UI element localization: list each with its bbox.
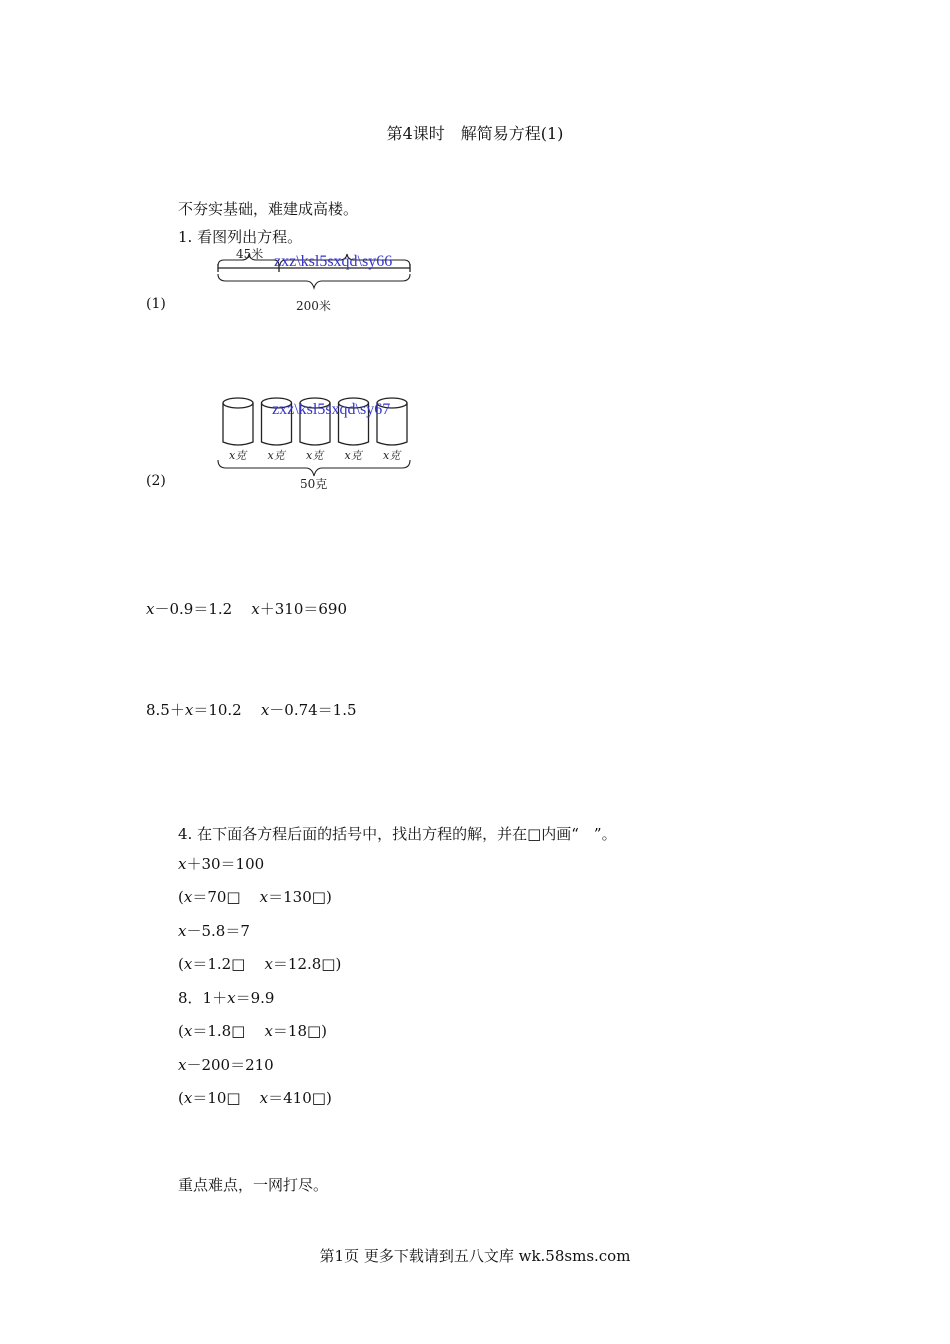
section-outro: 重点难点，一网打尽。 xyxy=(178,1176,329,1194)
q4-equation: x＋30＝100 xyxy=(178,855,265,873)
q4-options: (x＝70□ x＝130□) xyxy=(178,888,332,906)
brace-total-weight xyxy=(218,460,410,476)
cup xyxy=(223,398,253,462)
figure-2-cups-diagram xyxy=(212,390,422,494)
option-1[interactable]: ＝70□ xyxy=(192,888,241,906)
option-2[interactable]: ＝130□ xyxy=(268,888,326,906)
cup-weight-label: x克 xyxy=(306,449,324,462)
equation: x－0.74＝1.5 xyxy=(260,701,357,719)
option-2[interactable]: ＝18□ xyxy=(272,1022,322,1040)
figure-2-label: (2) xyxy=(146,473,166,489)
option-1[interactable]: ＝10□ xyxy=(192,1089,241,1107)
cup-weight-label: x克 xyxy=(229,449,247,462)
q4-options: (x＝1.8□ x＝18□) xyxy=(178,1022,328,1040)
option-2[interactable]: ＝410□ xyxy=(268,1089,326,1107)
segment-label-total: 200米 xyxy=(296,299,331,313)
equation: 8.5＋x＝10.2 xyxy=(146,701,242,719)
cup-body xyxy=(223,403,253,445)
cup-weight-label: x克 xyxy=(383,449,401,462)
section-intro: 不夯实基础，难建成高楼。 xyxy=(178,200,359,218)
equation: x＋310＝690 xyxy=(251,600,347,618)
q4-options: (x＝10□ x＝410□) xyxy=(178,1089,332,1107)
option-1[interactable]: ＝1.8□ xyxy=(192,1022,246,1040)
cup-rim xyxy=(223,398,253,408)
cup-weight-label: x克 xyxy=(344,449,362,462)
page-title: 第4课时 解简易方程(1) xyxy=(386,124,564,143)
option-1[interactable]: ＝1.2□ xyxy=(192,955,246,973)
equation-row-2 xyxy=(146,699,357,720)
segment-label-45: 45米 xyxy=(236,247,264,261)
q4-equation: x－200＝210 xyxy=(178,1056,274,1074)
q4-equation: 8．1＋x＝9.9 xyxy=(178,989,275,1007)
watermark: zxz\ksl5sxqd\sy67 xyxy=(272,401,391,418)
page-footer: 第1页 更多下载请到五八文库 wk.58sms.com xyxy=(319,1247,631,1265)
brace-total xyxy=(218,274,410,288)
total-weight-label: 50克 xyxy=(300,477,328,491)
q4-options: (x＝1.2□ x＝12.8□) xyxy=(178,955,342,973)
equation-row-1 xyxy=(146,598,347,619)
watermark: zxz\ksl5sxqd\sy66 xyxy=(274,253,393,270)
question-1-heading: 1. 看图列出方程。 xyxy=(178,228,303,246)
question-4-heading: 4. 在下面各方程后面的括号中，找出方程的解，并在□内画“ ”。 xyxy=(178,825,617,843)
q4-equation: x－5.8＝7 xyxy=(178,922,250,940)
cup-weight-label: x克 xyxy=(267,449,285,462)
figure-1-label: (1) xyxy=(146,296,166,312)
option-2[interactable]: ＝12.8□ xyxy=(272,955,336,973)
equation: x－0.9＝1.2 xyxy=(146,600,233,618)
figure-1-segment-diagram xyxy=(212,244,422,316)
